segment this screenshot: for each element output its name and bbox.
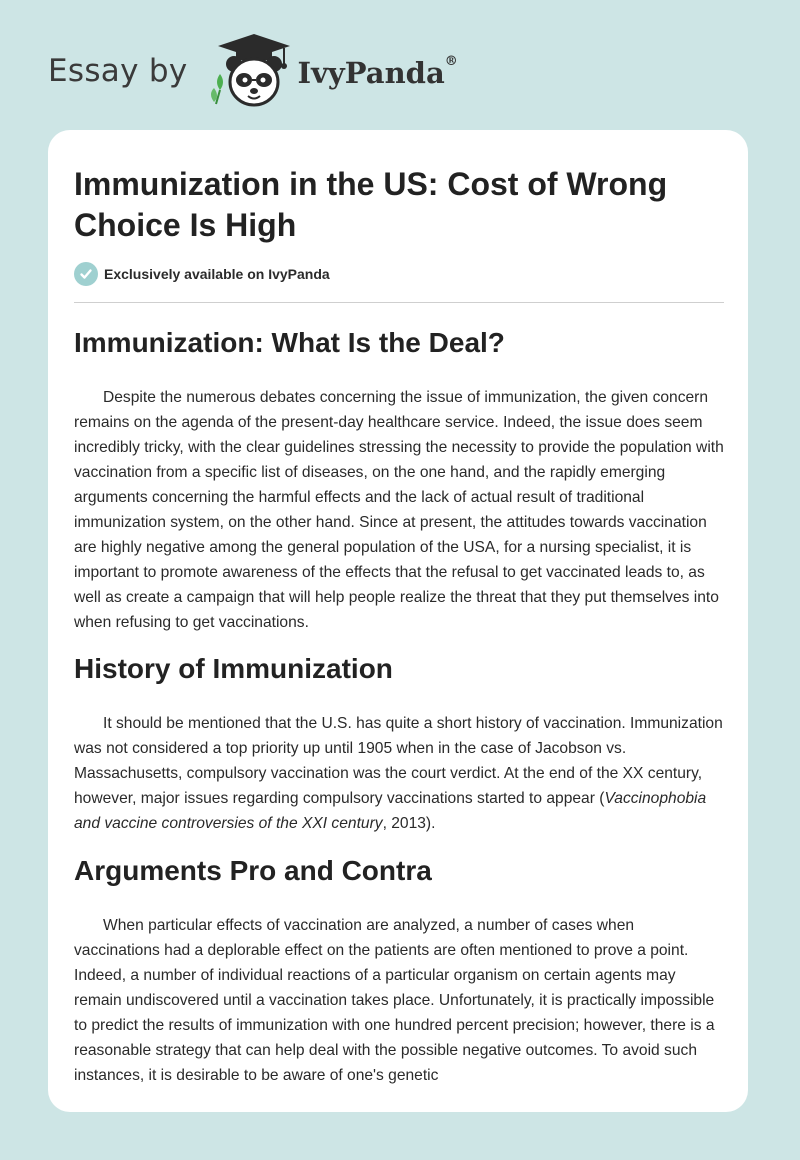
- brand-name[interactable]: IvyPanda®: [297, 54, 458, 90]
- citation-title: Vaccinophobia and vaccine controversies of the XXI century: [74, 790, 707, 832]
- leaf-icon: [211, 74, 223, 104]
- essay-by-label: Essay by: [48, 53, 188, 89]
- page-title: Immunization in the US: Cost of Wrong Choice Is High: [74, 166, 668, 243]
- section-heading-arguments: Arguments Pro and Contra: [74, 855, 432, 886]
- section-paragraph-deal: Despite the numerous debates concerning the issue of immunization, the given concern remains on the agenda of the present-day healthcare service. Indeed, the issue does seem incredibly tricky, with the clear guidelines stressing the necessity to provide the population with vaccination from a specific list of diseases, on the one hand, and the rapidly emerging arguments concerning the harmful effects and the lack of actual result of traditional immunization system, on the other hand. Since at present, the attitudes towards vaccination are highly negative among the general population of the USA, for a nursing specialist, it is important to promote awareness of the effects that the refusal to get vaccinated leads to, as well as create a campaign that will help people realize the threat that they put themselves into when refusing to get vaccinations.: [74, 389, 724, 631]
- section-heading-history: History of Immunization: [74, 653, 393, 684]
- exclusive-badge: [74, 262, 330, 286]
- essay-card: [48, 130, 748, 1112]
- section-heading-deal: Immunization: What Is the Deal?: [74, 327, 505, 358]
- site-header: [48, 30, 458, 110]
- section-paragraph-history: It should be mentioned that the U.S. has quite a short history of vaccination. Immunization was not considered a top priority up until 1905 when in the case of Jacobson vs. Massachusetts, compulsory vaccination was the court verdict. At the end of the XX century, however, major issues regarding compulsory vaccinations started to appear (Vaccinophobia and vaccine controversies of the XXI century, 2013).: [74, 715, 723, 832]
- check-circle-icon: [74, 262, 98, 286]
- section-paragraph-arguments: When particular effects of vaccination are analyzed, a number of cases when vaccinations had a deplorable effect on the patients are often mentioned to prove a point. Indeed, a number of individual reactions of a particular organism on certain agents may remain undiscovered until a vaccination takes place. Unfortunately, it is practically impossible to predict the results of immunization with one hundred percent precision; however, there is a reasonable strategy that can help deal with the possible negative outcomes. To avoid such instances, it is desirable to be aware of one's genetic: [74, 917, 715, 1084]
- panda-logo-icon[interactable]: [204, 30, 296, 110]
- divider: [74, 302, 724, 303]
- exclusive-badge-label: Exclusively available on IvyPanda: [104, 266, 330, 282]
